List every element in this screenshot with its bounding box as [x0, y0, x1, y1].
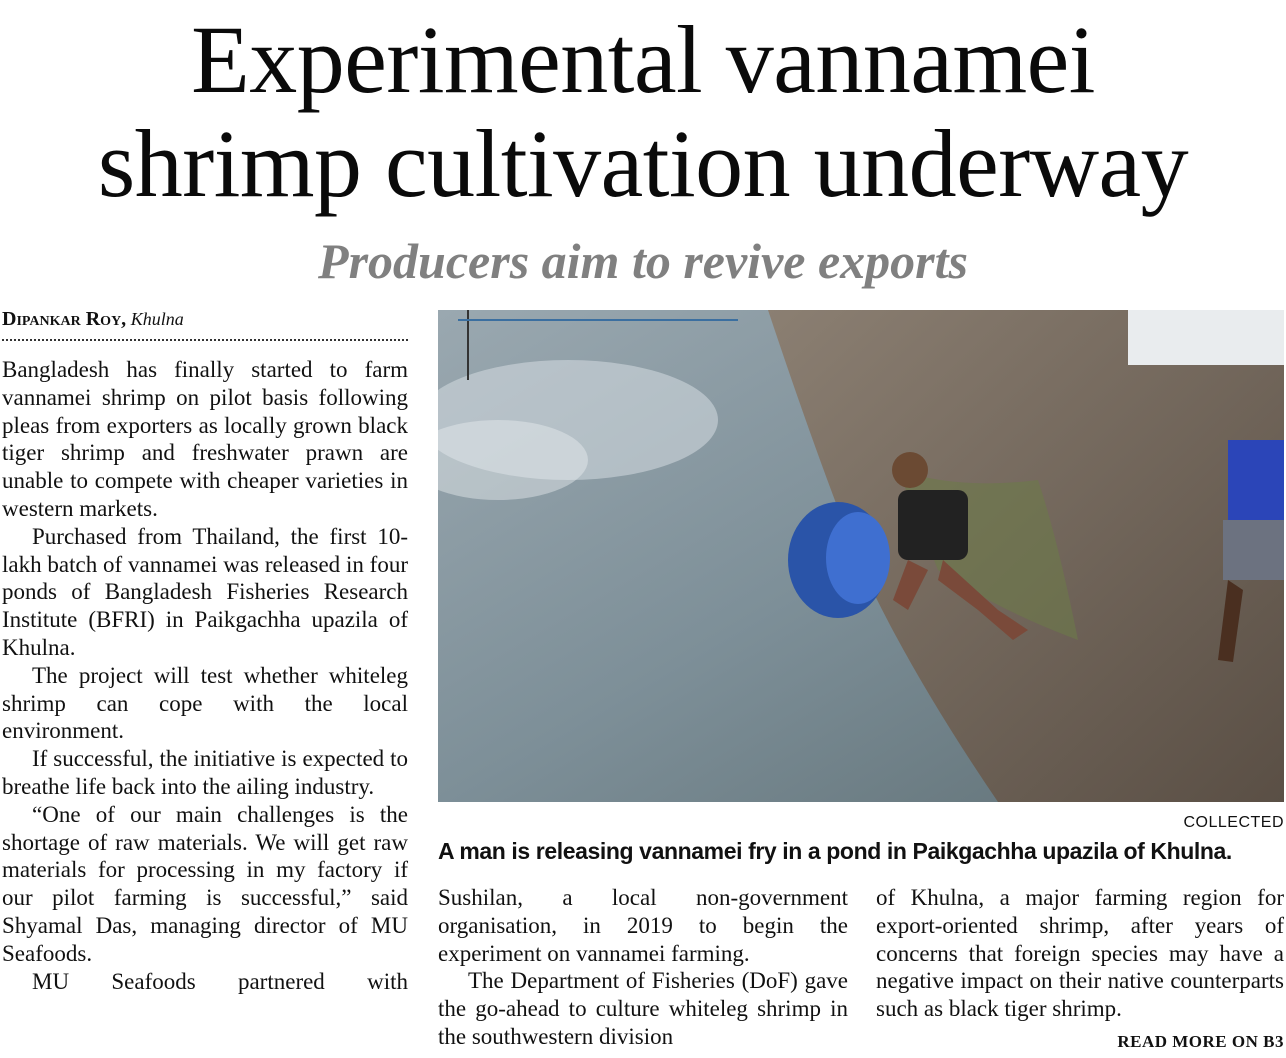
photo-caption: A man is releasing vannamei fry in a pond in Paikgachha upazila of Khulna.	[438, 838, 1232, 864]
headline-line-2: shrimp cultivation underway	[97, 110, 1189, 217]
photo-credit: COLLECTED	[1183, 814, 1284, 831]
read-more-link[interactable]: READ MORE ON B3	[1117, 1032, 1284, 1051]
article-column-3	[876, 884, 1284, 1023]
paragraph: of Khulna, a major farming region for export-oriented shrimp, after years of concerns that foreign species may have a negative impact on their native counterparts such as black tiger shrimp.	[876, 885, 1284, 1022]
paragraph: The project will test whether whiteleg shrimp can cope with the local environment.	[2, 662, 408, 744]
paragraph: Purchased from Thailand, the first 10-lakh batch of vannamei was released in four ponds of Bangladesh Fisheries Research Institute (BFRI) in Paikgachha upazila of Khulna.	[2, 523, 408, 660]
article-column-1	[2, 356, 408, 995]
paragraph: “One of our main challenges is the shortage of raw materials. We will get raw materials for processing in my factory if our pilot farming is successful,” said Shyamal Das, managing director of MU Seafoods.	[2, 801, 408, 966]
subheadline: Producers aim to revive exports	[318, 233, 968, 289]
article-column-2	[438, 884, 848, 1051]
paragraph: If successful, the initiative is expected to breathe life back into the ailing industry.	[2, 746, 408, 799]
paragraph: Sushilan, a local non-government organisation, in 2019 to begin the experiment on vannamei farming.	[438, 885, 848, 966]
byline-location: Khulna	[130, 309, 184, 329]
news-photo	[438, 310, 1284, 802]
paragraph: The Department of Fisheries (DoF) gave the go-ahead to culture whiteleg shrimp in the southwestern division	[438, 968, 848, 1049]
byline-author: Dipankar Roy,	[2, 308, 127, 330]
paragraph: Bangladesh has finally started to farm vannamei shrimp on pilot basis following pleas from exporters as locally grown black tiger shrimp and freshwater prawn are unable to compete with cheaper varieties in western markets.	[2, 357, 408, 521]
headline-line-1: Experimental vannamei	[191, 6, 1095, 113]
headline	[0, 8, 1286, 216]
byline	[2, 308, 408, 341]
paragraph: MU Seafoods partnered with	[32, 968, 408, 994]
